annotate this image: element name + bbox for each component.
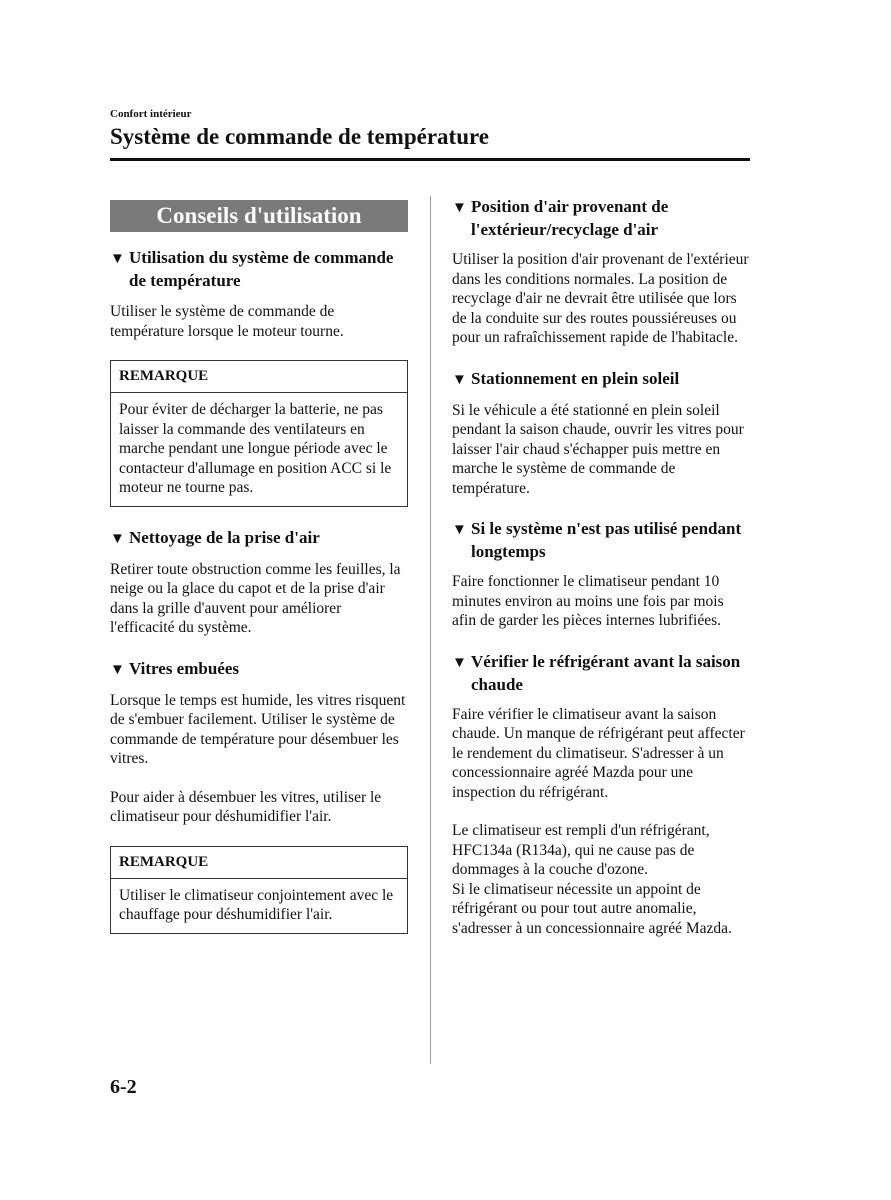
note-title: REMARQUE bbox=[111, 847, 407, 879]
heading-sun-parking: ▼ Stationnement en plein soleil bbox=[452, 368, 750, 391]
paragraph-sun-parking: Si le véhicule a été stationné en plein soleil pendant la saison chaude, ouvrir les vitres pour laisser l'air chaud s'échapper puis mettre en marche le système de commande de température. bbox=[452, 401, 744, 497]
heading-air-position: ▼ Position d'air provenant de l'extérieur/recyclage d'air bbox=[452, 197, 669, 239]
triangle-down-icon: ▼ bbox=[110, 251, 125, 267]
note-box-battery bbox=[110, 360, 408, 507]
note-text-battery: Pour éviter de décharger la batterie, ne pas laisser la commande des ventilateurs en marche pendant une longue période avec le contacteur d'allumage en position ACC si le moteur ne tourne pas. bbox=[119, 401, 392, 496]
paragraph-usage: Utiliser le système de commande de température lorsque le moteur tourne. bbox=[110, 303, 344, 340]
section-banner: Conseils d'utilisation bbox=[110, 200, 408, 232]
paragraph-refrigerant-type: Le climatiseur est rempli d'un réfrigérant, HFC134a (R134a), qui ne cause pas de dommages à la couche d'ozone. bbox=[452, 822, 710, 878]
heading-refrigerant: ▼ Vérifier le réfrigérant avant la saison chaude bbox=[452, 651, 741, 694]
note-title: REMARQUE bbox=[111, 361, 407, 393]
paragraph-refrigerant-check: Faire vérifier le climatiseur avant la saison chaude. Un manque de réfrigérant peut affecter le rendement du climatiseur. S'adresser à un concessionnaire agréé Mazda pour une inspection du réfrigérant. bbox=[452, 705, 745, 801]
paragraph-fogged-windows: Lorsque le temps est humide, les vitres risquent de s'embuer facilement. Utiliser le système de commande de température pour désembuer les vitres. bbox=[110, 691, 406, 767]
heading-air-intake: ▼ Nettoyage de la prise d'air bbox=[110, 527, 408, 550]
title-divider bbox=[110, 158, 750, 161]
column-divider bbox=[430, 196, 431, 1064]
right-column bbox=[452, 196, 750, 938]
heading-long-unused: ▼ Si le système n'est pas utilisé pendant longtemps bbox=[452, 519, 742, 561]
paragraph-air-position: Utiliser la position d'air provenant de l'extérieur dans les conditions normales. La position de recyclage d'air ne devrait être utilisée que lors de la conduite sur des routes poussiéreuses ou pour un rafraîchissement rapide de l'habitacle. bbox=[452, 251, 749, 346]
heading-fogged-windows: ▼ Vitres embuées bbox=[110, 658, 408, 681]
page-number: 6-2 bbox=[110, 1076, 137, 1098]
paragraph-air-intake: Retirer toute obstruction comme les feuilles, la neige ou la glace du capot et de la prise d'air dans la grille d'auvent pour améliorer l'efficacité du système. bbox=[110, 560, 401, 636]
chapter-label: Confort intérieur bbox=[110, 108, 192, 120]
note-text-dehumidify: Utiliser le climatiseur conjointement avec le chauffage pour déshumidifier l'air. bbox=[119, 886, 394, 923]
page-title: Système de commande de température bbox=[110, 124, 489, 149]
triangle-down-icon: ▼ bbox=[452, 522, 467, 538]
heading-usage: ▼ Utilisation du système de commande de température bbox=[110, 248, 394, 290]
triangle-down-icon: ▼ bbox=[452, 200, 467, 216]
paragraph-refrigerant-service: Si le climatiseur nécessite un appoint de réfrigérant ou pour tout autre anomalie, s'adresser à un concessionnaire agréé Mazda. bbox=[452, 880, 732, 937]
note-box-dehumidify bbox=[110, 846, 408, 934]
triangle-down-icon: ▼ bbox=[110, 661, 125, 678]
triangle-down-icon: ▼ bbox=[110, 530, 125, 547]
triangle-down-icon: ▼ bbox=[452, 371, 467, 388]
paragraph-dehumidify: Pour aider à désembuer les vitres, utiliser le climatiseur pour déshumidifier l'air. bbox=[110, 788, 382, 825]
paragraph-long-unused: Faire fonctionner le climatiseur pendant 10 minutes environ au moins une fois par mois afin de garder les pièces internes lubrifiées. bbox=[452, 573, 724, 629]
left-column bbox=[110, 196, 408, 934]
triangle-down-icon: ▼ bbox=[452, 654, 467, 671]
